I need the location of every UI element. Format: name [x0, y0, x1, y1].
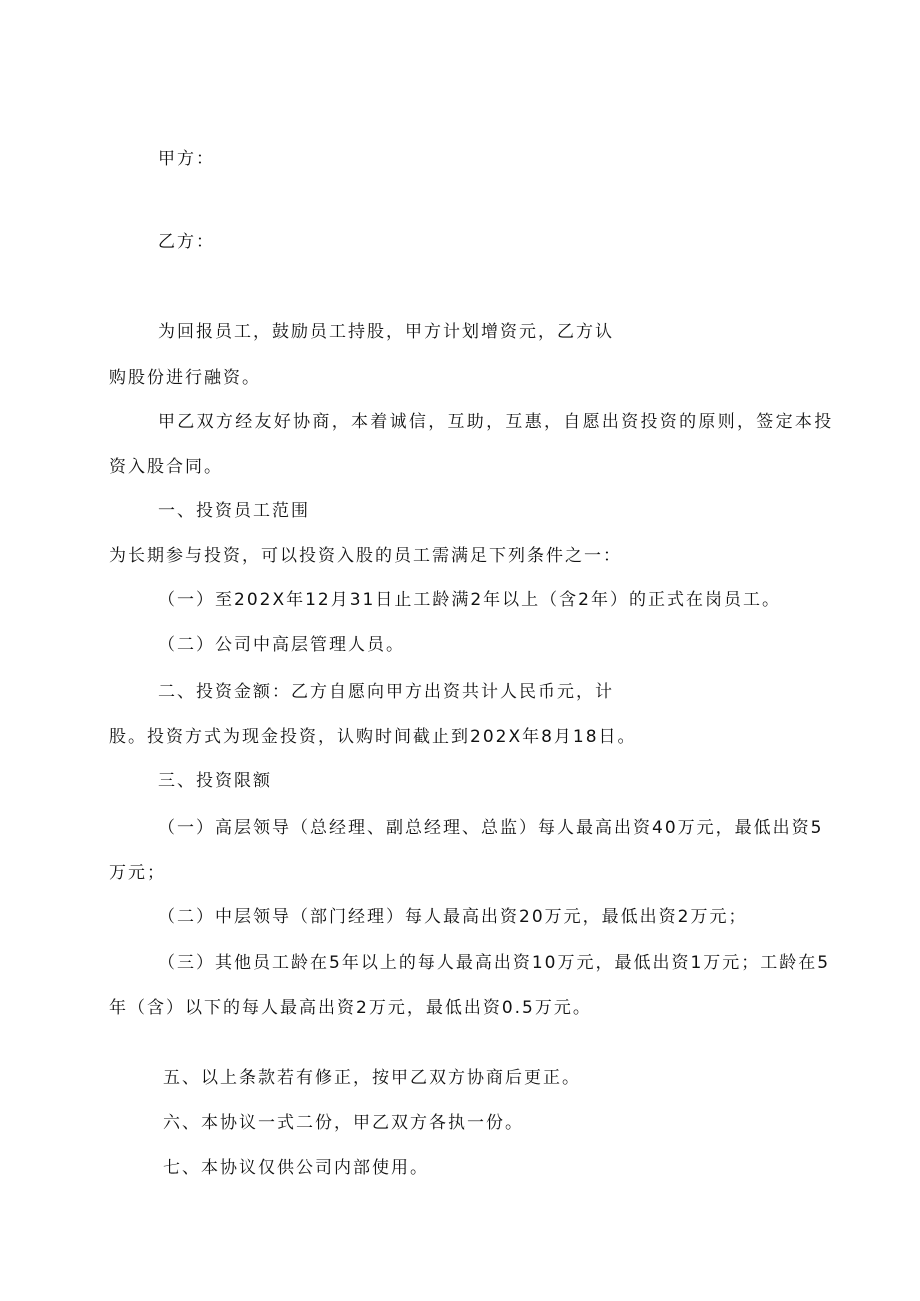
section-7: 七、本协议仅供公司内部使用。: [163, 1158, 429, 1178]
principle-line-1: 甲乙双方经友好协商，本着诚信，互助，互惠，自愿出资投资的原则，签定本投: [158, 412, 834, 432]
section-3-item-1-line-1: （一）高层领导（总经理、副总经理、总监）每人最高出资40万元，最低出资5: [158, 818, 824, 838]
principle-line-2: 资入股合同。: [109, 457, 223, 477]
section-6: 六、本协议一式二份，甲乙双方各执一份。: [163, 1113, 524, 1133]
section-5: 五、以上条款若有修正，按甲乙双方协商后更正。: [163, 1068, 581, 1088]
section-2-line-2: 股。投资方式为现金投资，认购时间截止到202X年8月18日。: [109, 727, 637, 747]
section-3-item-3-line-2: 年（含）以下的每人最高出资2万元，最低出资0.5万元。: [109, 998, 592, 1018]
party-a-label: 甲方：: [158, 149, 215, 169]
intro-line-1: 为回报员工，鼓励员工持股，甲方计划增资元，乙方认: [158, 322, 614, 342]
section-1-item-1: （一）至202X年12月31日止工龄满2年以上（含2年）的正式在岗员工。: [158, 590, 781, 610]
section-3-item-2: （二）中层领导（部门经理）每人最高出资20万元，最低出资2万元；: [158, 907, 748, 927]
party-b-label: 乙方：: [158, 232, 215, 252]
section-1-item-2: （二）公司中高层管理人员。: [158, 635, 405, 655]
section-1-heading: 一、投资员工范围: [158, 501, 310, 521]
section-2-line-1: 二、投资金额：乙方自愿向甲方出资共计人民币元，计: [158, 682, 614, 702]
section-3-item-1-line-2: 万元；: [109, 863, 166, 883]
section-1-lead: 为长期参与投资，可以投资入股的员工需满足下列条件之一：: [109, 546, 622, 566]
section-3-item-3-line-1: （三）其他员工龄在5年以上的每人最高出资10万元，最低出资1万元；工龄在5: [158, 953, 831, 973]
section-3-heading: 三、投资限额: [158, 771, 272, 791]
intro-line-2: 购股份进行融资。: [109, 368, 261, 388]
